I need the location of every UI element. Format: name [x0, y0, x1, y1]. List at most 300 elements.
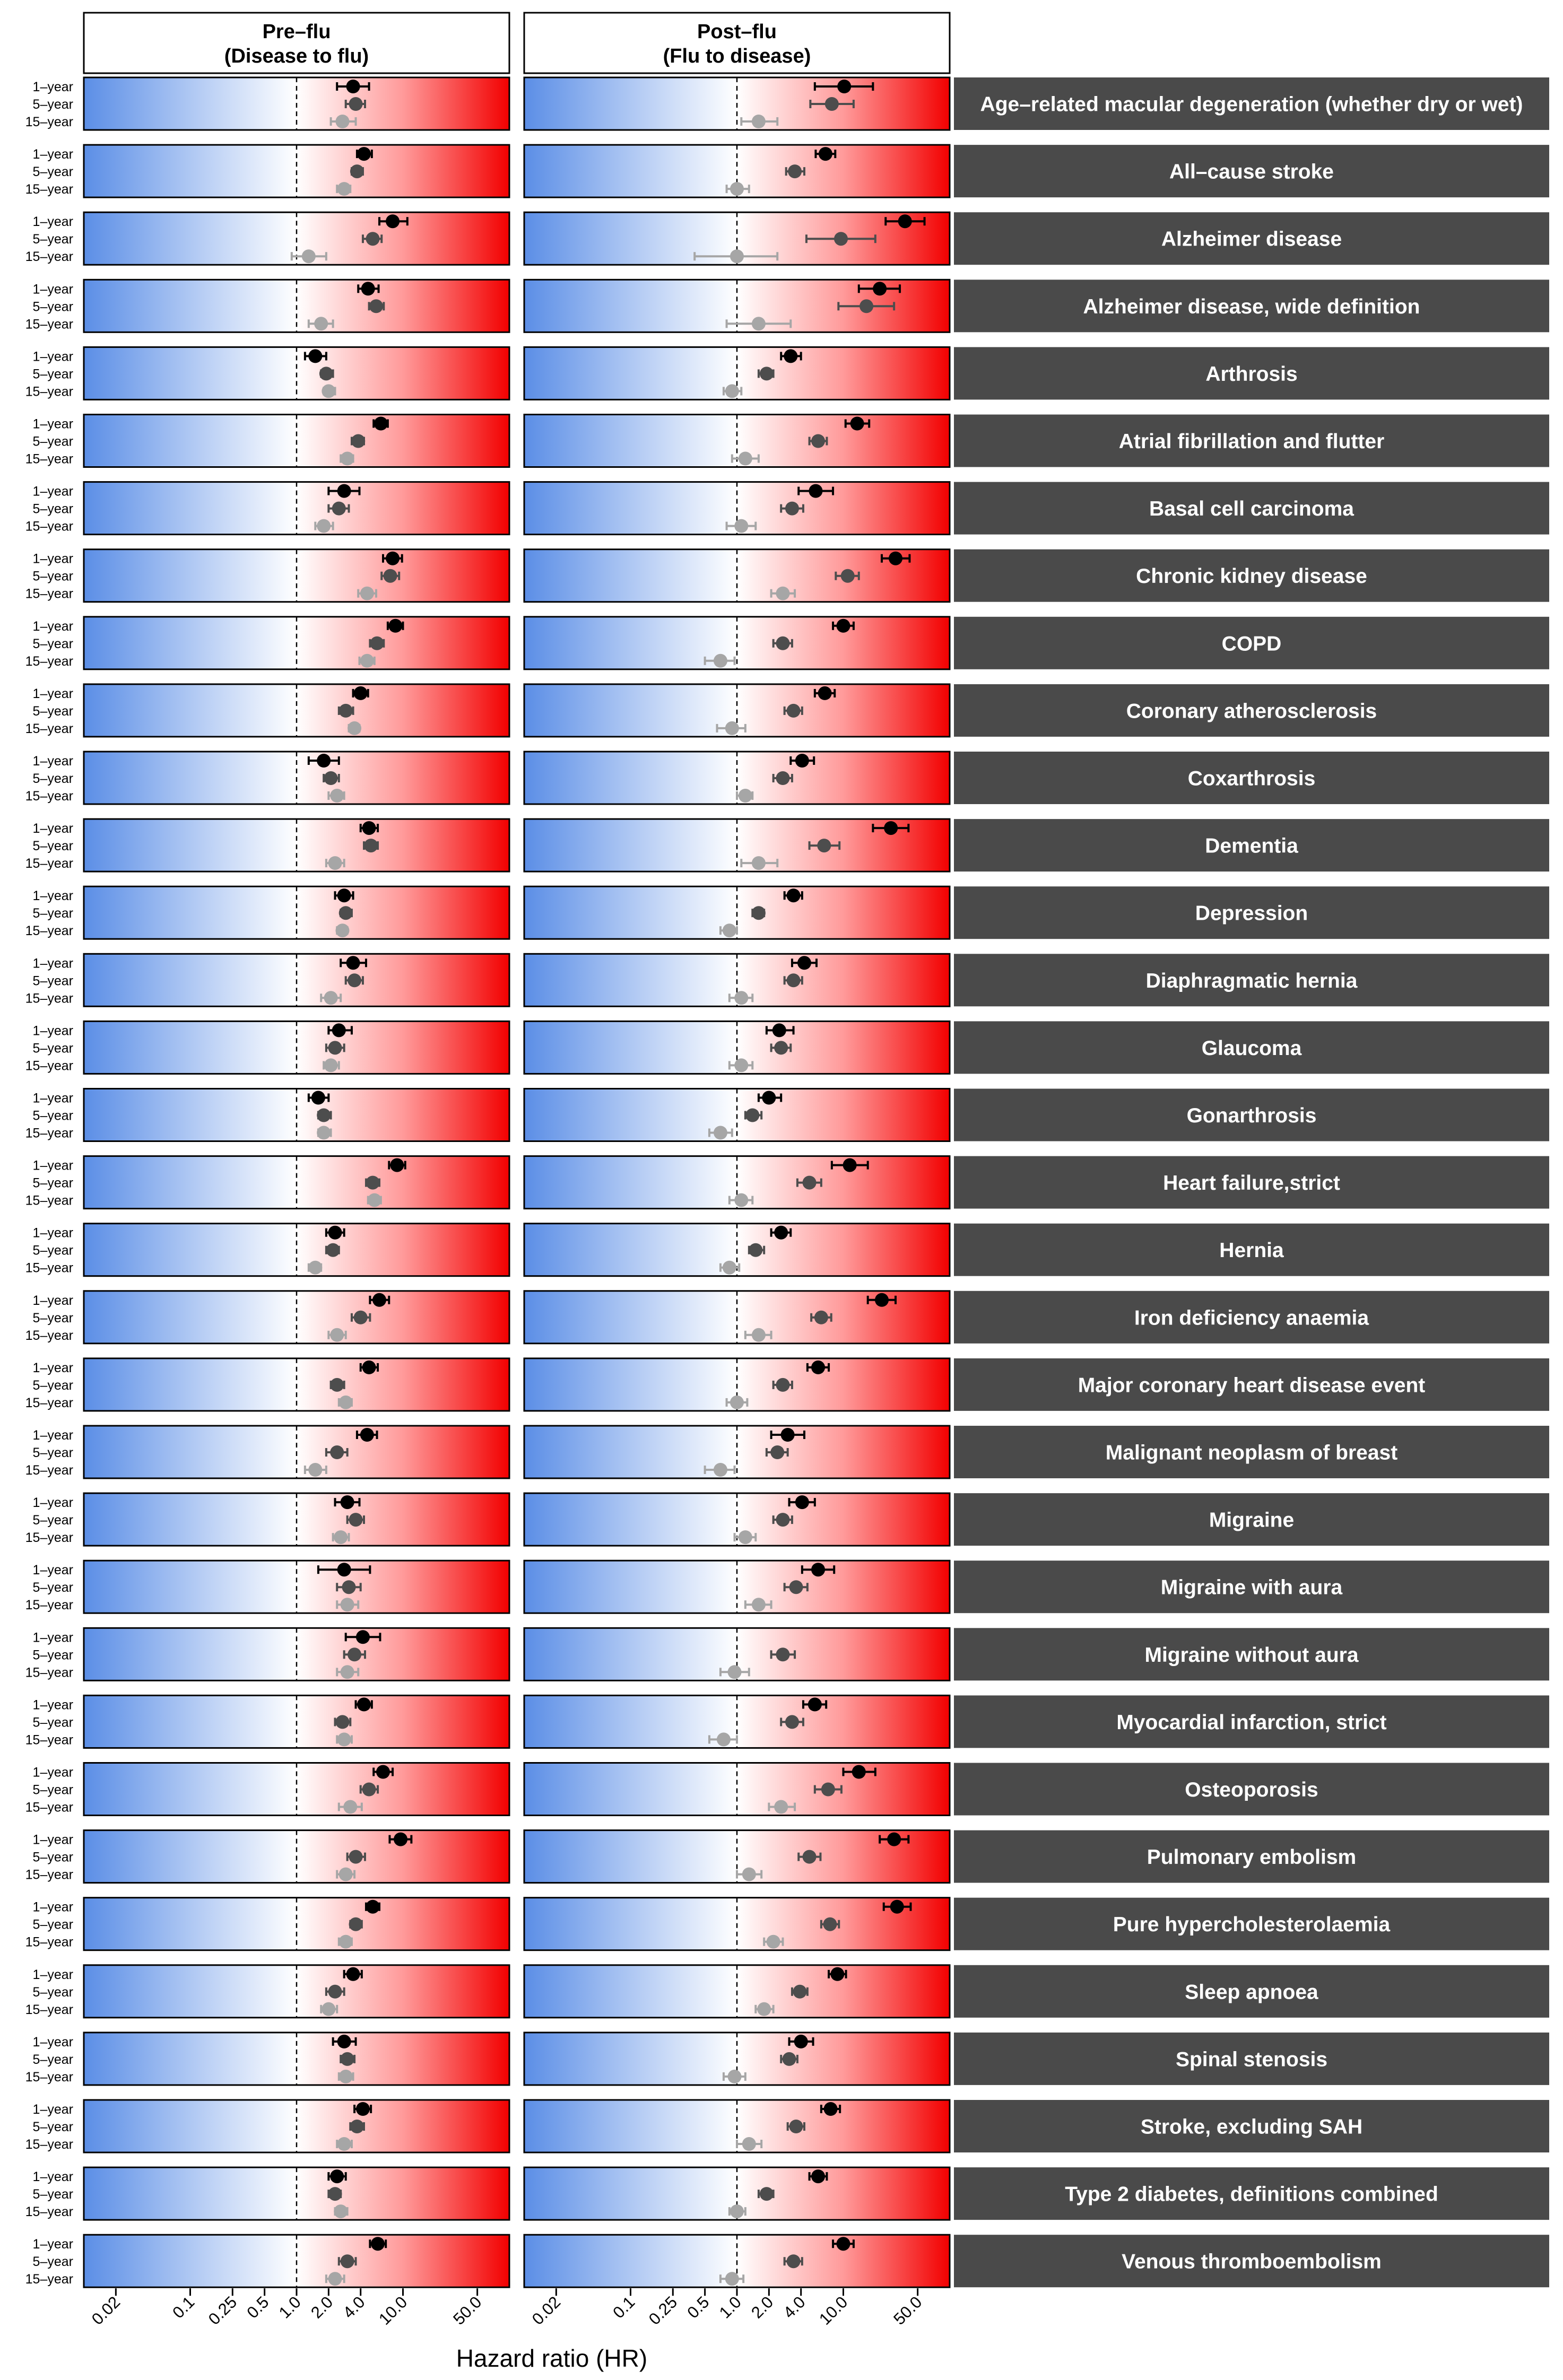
horizon-label: 1–year: [32, 1630, 73, 1645]
horizon-label: 1–year: [32, 1158, 73, 1173]
hr-point: [328, 1985, 342, 1999]
horizon-label: 1–year: [32, 1293, 73, 1308]
horizon-label: 5–year: [32, 839, 73, 854]
forest-row: [25, 145, 1549, 197]
hr-point: [339, 1868, 353, 1881]
horizon-label: 15–year: [25, 2002, 73, 2017]
horizon-label: 15–year: [25, 1395, 73, 1410]
horizon-label: 1–year: [32, 282, 73, 297]
disease-label: Glaucoma: [1201, 1036, 1302, 1060]
horizon-label: 5–year: [32, 2187, 73, 2202]
hr-point: [357, 147, 371, 161]
hr-point: [789, 2120, 803, 2133]
horizon-label: 5–year: [32, 1175, 73, 1191]
hr-point: [337, 2137, 351, 2151]
horizon-label: 5–year: [32, 434, 73, 449]
horizon-label: 15–year: [25, 1058, 73, 1074]
disease-label: Migraine: [1209, 1509, 1295, 1532]
hr-point: [714, 654, 727, 668]
hr-point: [394, 1833, 407, 1846]
panel-pre-subtitle: (Disease to flu): [224, 45, 369, 67]
hr-point: [728, 2070, 742, 2083]
horizon-label: 15–year: [25, 1598, 73, 1613]
horizon-label: 5–year: [32, 1647, 73, 1663]
horizon-label: 15–year: [25, 115, 73, 129]
hr-point: [386, 552, 400, 565]
hr-point: [360, 654, 374, 668]
hr-point: [793, 1985, 807, 1999]
hr-point: [328, 2187, 342, 2201]
horizon-label: 5–year: [32, 1850, 73, 1865]
disease-label: Malignant neoplasm of breast: [1105, 1441, 1398, 1464]
panel-post-subtitle: (Flu to disease): [663, 45, 811, 67]
disease-label: Atrial fibrillation and flutter: [1118, 430, 1385, 453]
hr-point: [349, 1513, 363, 1527]
x-tick-label: 4.0: [339, 2292, 369, 2322]
hr-point: [317, 519, 331, 533]
horizon-label: 15–year: [25, 789, 73, 804]
horizon-label: 15–year: [25, 249, 73, 265]
forest-row: [25, 482, 1549, 535]
hr-point: [330, 1445, 344, 1459]
x-tick-label: 0.02: [88, 2292, 124, 2329]
forest-row: [25, 1291, 1549, 1344]
disease-label: Myocardial infarction, strict: [1116, 1711, 1387, 1734]
hr-point: [823, 1917, 837, 1931]
forest-row: [25, 1224, 1549, 1276]
disease-label: Alzheimer disease: [1161, 228, 1342, 251]
horizon-label: 5–year: [32, 1715, 73, 1730]
hr-point: [767, 1935, 780, 1949]
hr-point: [348, 1647, 361, 1661]
hr-point: [803, 1176, 817, 1190]
hr-point: [795, 754, 809, 768]
hr-point: [889, 552, 902, 565]
hr-point: [308, 1261, 322, 1275]
disease-label: Age–related macular degeneration (whether dry or wet): [980, 93, 1523, 116]
horizon-label: 1–year: [32, 1765, 73, 1780]
horizon-label: 1–year: [32, 2034, 73, 2050]
horizon-label: 15–year: [25, 1126, 73, 1141]
hr-point: [776, 587, 789, 600]
hr-point: [850, 417, 864, 431]
hr-point: [789, 1580, 803, 1594]
forest-row: [25, 1021, 1549, 1074]
hr-point: [739, 452, 752, 466]
forest-row: [25, 954, 1549, 1006]
hr-point: [875, 1293, 889, 1307]
hr-point: [739, 789, 752, 803]
disease-label: Migraine without aura: [1144, 1643, 1359, 1667]
hr-point: [725, 721, 739, 735]
hr-point: [723, 923, 736, 937]
disease-label: Alzheimer disease, wide definition: [1083, 295, 1420, 318]
hr-point: [785, 502, 799, 516]
hr-point: [342, 1580, 356, 1594]
disease-label: Heart failure,strict: [1163, 1172, 1340, 1195]
hr-point: [343, 1800, 357, 1814]
hr-point: [787, 888, 801, 902]
panel-post-title: Post–flu: [697, 21, 777, 43]
hr-point: [341, 2052, 354, 2066]
disease-label: Pure hypercholesterolaemia: [1113, 1913, 1391, 1937]
hr-point: [717, 1732, 731, 1746]
hr-point: [339, 1935, 353, 1949]
hr-point: [752, 856, 766, 870]
hr-point: [834, 232, 848, 246]
horizon-label: 5–year: [32, 299, 73, 315]
hr-point: [734, 1193, 748, 1207]
horizon-label: 1–year: [32, 1023, 73, 1039]
forest-row: [25, 1763, 1549, 1816]
horizon-label: 1–year: [32, 147, 73, 162]
hr-point: [350, 164, 364, 178]
hr-point: [319, 367, 333, 380]
forest-row: [25, 1830, 1549, 1883]
forest-row: [25, 684, 1549, 737]
horizon-label: 1–year: [32, 1225, 73, 1241]
x-tick-label: 10.0: [815, 2292, 852, 2329]
forest-row: [25, 1560, 1549, 1613]
forest-row: [25, 1898, 1549, 1950]
hr-point: [360, 587, 374, 600]
hr-point: [348, 721, 361, 735]
hr-point: [317, 1126, 331, 1140]
horizon-label: 5–year: [32, 1984, 73, 2000]
horizon-label: 1–year: [32, 1428, 73, 1443]
hr-point: [334, 1530, 348, 1544]
horizon-label: 1–year: [32, 551, 73, 566]
hr-point: [772, 1023, 786, 1037]
hr-point: [337, 484, 351, 498]
hr-point: [890, 1900, 904, 1914]
x-tick-label: 2.0: [748, 2292, 777, 2322]
horizon-label: 5–year: [32, 1108, 73, 1123]
hr-point: [752, 906, 766, 920]
hr-point: [730, 182, 744, 196]
forest-row: [25, 1426, 1549, 1478]
horizon-label: 15–year: [25, 2069, 73, 2085]
horizon-label: 1–year: [32, 618, 73, 634]
x-tick-label: 1.0: [715, 2292, 745, 2322]
hr-point: [370, 637, 384, 650]
horizon-label: 5–year: [32, 1310, 73, 1326]
hr-point: [725, 384, 739, 398]
hr-point: [817, 839, 831, 852]
hr-point: [369, 299, 383, 313]
hr-point: [739, 1530, 752, 1544]
hr-point: [311, 1091, 325, 1105]
hr-point: [824, 2102, 838, 2116]
horizon-label: 5–year: [32, 1041, 73, 1056]
hr-point: [730, 1396, 744, 1409]
hr-point: [811, 434, 825, 448]
panel-pre-title: Pre–flu: [262, 21, 331, 43]
hr-point: [784, 349, 797, 363]
forest-row: [25, 347, 1549, 399]
hr-point: [803, 1850, 817, 1864]
hr-point: [776, 1378, 789, 1392]
forest-row: [25, 1156, 1549, 1209]
hr-point: [386, 214, 400, 228]
horizon-label: 5–year: [32, 636, 73, 651]
hr-point: [811, 2169, 825, 2183]
forest-row: [25, 77, 1549, 130]
horizon-label: 15–year: [25, 1328, 73, 1343]
horizon-label: 15–year: [25, 1867, 73, 1882]
hr-point: [337, 1732, 351, 1746]
disease-label: Spinal stenosis: [1175, 2048, 1328, 2071]
hr-point: [742, 2137, 756, 2151]
hr-point: [366, 232, 380, 246]
hr-point: [785, 1715, 799, 1729]
hr-point: [821, 1783, 835, 1797]
disease-label: All–cause stroke: [1169, 160, 1334, 184]
horizon-label: 5–year: [32, 1580, 73, 1596]
hr-point: [328, 1041, 342, 1054]
hr-point: [898, 214, 912, 228]
disease-label: Arthrosis: [1205, 362, 1298, 386]
hr-point: [354, 1311, 368, 1324]
hr-point: [330, 1328, 344, 1342]
hr-point: [819, 147, 832, 161]
horizon-label: 1–year: [32, 80, 73, 94]
hr-point: [371, 2237, 385, 2251]
horizon-label: 15–year: [25, 2204, 73, 2220]
hr-point: [887, 1833, 901, 1846]
disease-label: Gonarthrosis: [1186, 1104, 1317, 1127]
horizon-label: 15–year: [25, 586, 73, 601]
forest-row: [25, 886, 1549, 939]
horizon-label: 5–year: [32, 1445, 73, 1460]
x-tick-label: 10.0: [375, 2292, 411, 2329]
disease-label: Venous thromboembolism: [1122, 2250, 1382, 2273]
hr-point: [752, 1328, 766, 1342]
hr-point: [339, 704, 353, 718]
disease-label: COPD: [1221, 632, 1282, 656]
horizon-label: 15–year: [25, 519, 73, 534]
rows-layer: [25, 77, 1549, 2287]
x-tick-label: 0.1: [169, 2292, 198, 2322]
hr-point: [324, 991, 338, 1005]
horizon-label: 15–year: [25, 384, 73, 399]
hr-point: [322, 2002, 335, 2016]
horizon-label: 5–year: [32, 1378, 73, 1393]
horizon-label: 15–year: [25, 1934, 73, 1950]
forest-row: [25, 280, 1549, 332]
horizon-label: 1–year: [32, 1563, 73, 1578]
horizon-label: 1–year: [32, 1495, 73, 1511]
horizon-label: 5–year: [32, 1782, 73, 1798]
disease-label: Osteoporosis: [1185, 1779, 1318, 1801]
hr-point: [818, 686, 832, 700]
hr-point: [337, 1563, 351, 1576]
hr-point: [328, 1226, 342, 1240]
horizon-label: 15–year: [25, 2137, 73, 2152]
horizon-label: 15–year: [25, 182, 73, 197]
hr-point: [797, 956, 811, 970]
horizon-label: 1–year: [32, 484, 73, 499]
horizon-label: 1–year: [32, 888, 73, 904]
hr-point: [348, 973, 361, 987]
hr-point: [372, 1293, 386, 1307]
horizon-label: 1–year: [32, 2169, 73, 2185]
hr-point: [337, 888, 351, 902]
hr-point: [841, 569, 855, 583]
hr-point: [762, 1091, 776, 1105]
hr-point: [388, 619, 402, 633]
disease-label: Pulmonary embolism: [1147, 1846, 1357, 1869]
hr-point: [339, 2070, 353, 2083]
hr-point: [335, 1715, 349, 1729]
horizon-label: 1–year: [32, 1832, 73, 1847]
hr-point: [811, 1361, 825, 1374]
hr-point: [374, 417, 388, 431]
horizon-label: 1–year: [32, 1360, 73, 1375]
hr-point: [334, 2204, 348, 2218]
hr-point: [349, 1917, 363, 1931]
horizon-label: 1–year: [32, 1967, 73, 1982]
horizon-label: 15–year: [25, 317, 73, 332]
horizon-label: 15–year: [25, 1800, 73, 1815]
hr-point: [774, 1226, 788, 1240]
horizon-label: 15–year: [25, 1463, 73, 1478]
forest-row: [25, 1089, 1549, 1141]
hr-point: [341, 1598, 354, 1611]
forest-row: [25, 617, 1549, 669]
hr-point: [390, 1158, 404, 1172]
hr-point: [830, 1967, 844, 1981]
hr-point: [354, 686, 368, 700]
disease-label: Migraine with aura: [1160, 1576, 1343, 1599]
hr-point: [825, 97, 839, 111]
horizon-label: 15–year: [25, 1193, 73, 1208]
hr-point: [714, 1126, 727, 1140]
hr-point: [368, 1193, 381, 1207]
forest-row: [25, 415, 1549, 467]
hr-point: [757, 2002, 771, 2016]
hr-point: [308, 349, 322, 363]
hr-point: [330, 2169, 344, 2183]
hr-point: [308, 1463, 322, 1477]
disease-label: Dementia: [1205, 834, 1298, 858]
hr-point: [752, 115, 766, 128]
hr-point: [752, 317, 766, 330]
horizon-label: 1–year: [32, 821, 73, 836]
horizon-label: 5–year: [32, 2052, 73, 2067]
forest-row: [25, 2235, 1549, 2287]
horizon-label: 1–year: [32, 956, 73, 971]
horizon-label: 1–year: [32, 754, 73, 769]
x-tick-label: 2.0: [307, 2292, 337, 2322]
hr-point: [335, 115, 349, 128]
hr-point: [339, 1396, 353, 1409]
hr-point: [734, 1058, 748, 1072]
horizon-label: 5–year: [32, 771, 73, 786]
disease-label: Type 2 diabetes, definitions combined: [1065, 2183, 1438, 2206]
forest-row: [25, 2033, 1549, 2085]
horizon-label: 1–year: [32, 686, 73, 701]
horizon-label: 1–year: [32, 416, 73, 432]
hr-point: [384, 569, 397, 583]
forest-row: [25, 752, 1549, 804]
hr-point: [317, 1109, 331, 1122]
hr-point: [787, 704, 801, 718]
hr-point: [837, 619, 850, 633]
hr-point: [337, 2035, 351, 2048]
hr-point: [362, 1361, 376, 1374]
hr-point: [351, 434, 365, 448]
x-axis: [88, 2288, 926, 2329]
horizon-label: 1–year: [32, 2102, 73, 2117]
hr-point: [317, 754, 331, 768]
horizon-label: 15–year: [25, 923, 73, 939]
hr-point: [302, 249, 316, 263]
hr-point: [859, 299, 873, 313]
x-tick-label: 1.0: [275, 2292, 305, 2322]
hr-point: [349, 97, 363, 111]
hr-point: [734, 519, 748, 533]
hr-point: [788, 164, 802, 178]
hr-point: [366, 1900, 380, 1914]
hr-point: [776, 1647, 789, 1661]
hr-point: [730, 2204, 744, 2218]
hr-point: [749, 1243, 762, 1257]
forest-row: [25, 1493, 1549, 1546]
horizon-label: 15–year: [25, 721, 73, 736]
horizon-label: 5–year: [32, 2254, 73, 2270]
disease-label: Major coronary heart disease event: [1078, 1374, 1426, 1397]
hr-point: [843, 1158, 857, 1172]
horizon-label: 15–year: [25, 2272, 73, 2287]
horizon-label: 5–year: [32, 906, 73, 921]
hr-point: [725, 2272, 739, 2286]
hr-point: [884, 821, 898, 835]
hr-point: [776, 771, 789, 785]
hr-point: [360, 1428, 374, 1442]
horizon-label: 1–year: [32, 1697, 73, 1713]
hr-point: [366, 1176, 380, 1190]
x-tick-label: 0.5: [243, 2292, 273, 2322]
horizon-label: 15–year: [25, 1732, 73, 1748]
hr-point: [341, 1665, 354, 1679]
horizon-label: 1–year: [32, 1091, 73, 1106]
forest-row: [25, 1695, 1549, 1748]
x-tick-label: 0.02: [528, 2292, 565, 2329]
hr-point: [781, 1428, 795, 1442]
x-axis-title: Hazard ratio (HR): [456, 2344, 648, 2372]
x-tick-label: 50.0: [449, 2292, 485, 2329]
hr-point: [335, 923, 349, 937]
disease-label: Diaphragmatic hernia: [1145, 969, 1358, 992]
horizon-label: 15–year: [25, 856, 73, 871]
forest-row: [25, 550, 1549, 602]
forest-row: [25, 2167, 1549, 2220]
hr-point: [814, 1311, 828, 1324]
horizon-label: 15–year: [25, 1530, 73, 1546]
horizon-label: 15–year: [25, 1260, 73, 1276]
hr-point: [346, 956, 360, 970]
hr-point: [326, 1243, 340, 1257]
horizon-label: 5–year: [32, 367, 73, 382]
hr-point: [795, 1495, 809, 1509]
hr-point: [330, 789, 344, 803]
hr-point: [783, 2052, 796, 2066]
hr-point: [714, 1463, 727, 1477]
horizon-label: 5–year: [32, 973, 73, 989]
hr-point: [811, 1563, 825, 1576]
hr-point: [774, 1800, 788, 1814]
